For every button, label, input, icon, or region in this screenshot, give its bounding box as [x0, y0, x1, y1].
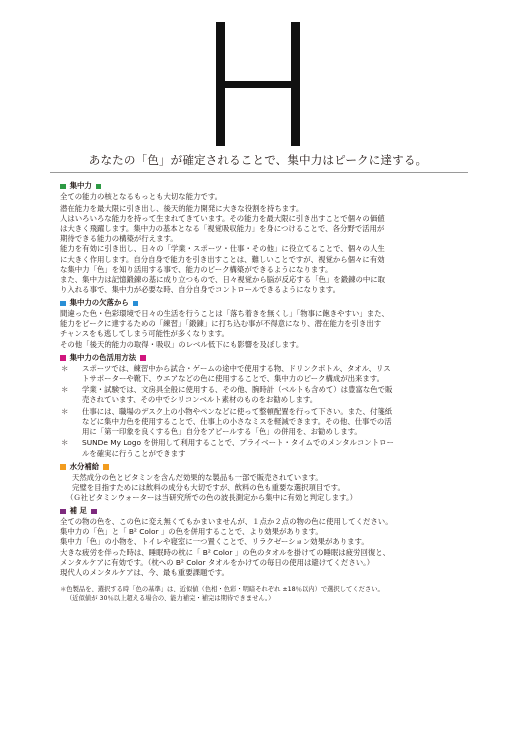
orange-square-icon — [60, 464, 66, 470]
body-line: その他「後天的能力の取得・吸収」のレベル低下にも影響を及ぼします。 — [60, 339, 304, 349]
footnote: ＊色製品を、選択する時「色の基準」は、近似値（色相・色彩・明暗それぞれ ±18％以内）で選択してください。 — [60, 586, 384, 594]
body-line: 集中力「色」の小物を、トイレや寝室に一つ置くことで、リラクゼーション効果があります。 — [60, 537, 369, 547]
asterisk-bullet-icon: ＊ — [61, 363, 69, 373]
bullet-line: SUNDe My Logo を併用して利用することで、プライベート・タイムでのメンタルコントロー — [82, 438, 394, 448]
list-item — [60, 385, 462, 405]
asterisk-bullet-icon: ＊ — [61, 406, 69, 416]
section-heading-usage — [60, 352, 462, 363]
bullet-line: ルを確実に行うことができます — [82, 448, 186, 458]
body-line: 全ての能力の核となるもっとも大切な能力です。 — [60, 192, 223, 202]
body-line: 人はいろいろな能力を持って生まれてきています。その能力を最大限に引き出すことで個々の価値 — [60, 213, 385, 223]
body-line: 現代人のメンタルケアは、今、最も重要課題です。 — [60, 567, 229, 577]
bullet-line: 用に「第一印象を良くする色」自分をアピールする「色」の併用を、お勧めします。 — [82, 427, 362, 437]
magenta-square-icon — [60, 355, 66, 361]
body-line: また、集中力は記憶鍛錬の基に成り立つもので、日々視覚から脳が反応する「色」を鍛錬の中に取 — [60, 274, 386, 284]
body-line: に大きく作用します。自分自身で能力を引き出すことは、難しいことですが、視覚から個々に有効 — [60, 254, 385, 264]
blue-square-icon — [60, 301, 66, 307]
body-line: 完璧を目指すためには飲料の成分も大切ですが、飲料の色も重要な選択項目です。 — [72, 482, 345, 492]
green-square-icon — [96, 184, 102, 190]
list-item — [60, 407, 462, 438]
section-title-usage: 集中力の色活用方法 — [69, 352, 137, 362]
big-letter-h-glyph — [208, 18, 308, 150]
body-line: 間違った色・色彩環境で日々の生活を行うことは「落ち着きを無くし」「物事に飽きやすい」また、 — [60, 309, 389, 319]
list-item — [60, 364, 462, 384]
body-line: 能力を有効に引き出し、日々の「学業・スポーツ・仕事・その他」に役立てることで、個々の人生 — [60, 244, 385, 254]
bullet-line: スポーツでは、練習中から試合・ゲームの途中で使用する物、ドリンクボトル、タオル、リス — [82, 363, 391, 373]
bullet-line: トサポーターや靴下、ウエアなどの色に使用することで、集中力のピーク構成が出来ます。 — [82, 373, 384, 383]
section-heading-concentration — [60, 181, 462, 192]
body-line: チャンスをも逃してしまう可能性が多くなります。 — [60, 329, 229, 339]
body-line: 期待できる能力の構築が行えます。 — [60, 234, 178, 244]
body-line: 集中力の「色」と「 B² Color 」の色を併用することで、より効果があります。 — [60, 527, 323, 537]
tagline: あなたの「色」が確定されることで、集中力はピークに達する。 — [88, 153, 428, 167]
green-square-icon — [60, 184, 66, 190]
divider-rule — [50, 172, 468, 173]
blue-square-icon — [133, 301, 139, 307]
purple-square-icon — [91, 509, 97, 515]
purple-square-icon — [60, 509, 66, 515]
section-heading-supplement — [60, 506, 462, 517]
section-heading-hydration — [60, 461, 462, 472]
orange-square-icon — [103, 464, 109, 470]
section-title-hydration: 水分補給 — [69, 461, 100, 471]
magenta-square-icon — [140, 355, 146, 361]
bullet-line: 売されています、その中でシリコンベルト素材のものをお勧めします。 — [82, 395, 318, 405]
body-line: 能力をピークに達するための「練習」「鍛錬」に打ち込む事が不得意になり、潜在能力を引き出す — [60, 319, 382, 329]
section-title-lack: 集中力の欠落から — [69, 298, 129, 308]
body-line: な集中力「色」を知り活用する事で、能力のピーク構築ができるようになります。 — [60, 264, 333, 274]
asterisk-bullet-icon: ＊ — [61, 385, 69, 395]
body-line: メンタルケアに有効です。（枕への B² Color タオルをかけての毎日の使用は避けてください。） — [60, 557, 375, 567]
body-line: は大きく飛躍します。集中力の基本となる「視覚吸収能力」を身につけることで、各分野で活用が — [60, 223, 385, 233]
body-line: （Ｇ社ビタミンウォーターは当研究所での色の波長測定から集中に有効と判定します。） — [66, 492, 358, 502]
body-line: 全ての物の色を、この色に変え無くてもかまいませんが、１点か２点の物の色に使用してください。 — [60, 516, 393, 526]
footnote: （近似値が 30％以上超える場合の、能力補完・補完は期待できません。） — [66, 595, 275, 603]
big-letter-h — [0, 18, 516, 150]
body-line: 大きな疲労を伴った時は、睡眠時の枕に「 B² Color 」の色のタオルを掛けての睡眠は疲労回復と、 — [60, 547, 391, 557]
body-line: 天然成分の色とビタミンを含んだ効果的な製品も一部で販売されています。 — [72, 472, 323, 482]
asterisk-bullet-icon: ＊ — [61, 438, 69, 448]
body-line: り入れる事で、集中力が必要な時、自分自身でコントロールできるようになります。 — [60, 285, 340, 295]
section-heading-lack — [60, 298, 462, 309]
bullet-line: などに集中力色を使用することで、仕事上の小さなミスを軽減できます。その他、仕事での活 — [82, 416, 392, 426]
section-title-supplement: 補 足 — [69, 506, 87, 516]
section-title-concentration: 集中力 — [69, 181, 92, 191]
list-item — [60, 438, 462, 458]
bullet-line: 学業・試験では、文房具全般に使用する、その他、腕時計（ベルトも含めて）は豊富な色で販 — [82, 385, 393, 395]
main-content — [60, 181, 462, 603]
body-line: 潜在能力を最大限に引き出し、後天的能力開発に大きな役割を持ちます。 — [60, 203, 304, 213]
bullet-line: 仕事には、職場のデスク上の小物やペンなどに使って整頓配置を行って下さい。また、付箋紙 — [82, 406, 393, 416]
